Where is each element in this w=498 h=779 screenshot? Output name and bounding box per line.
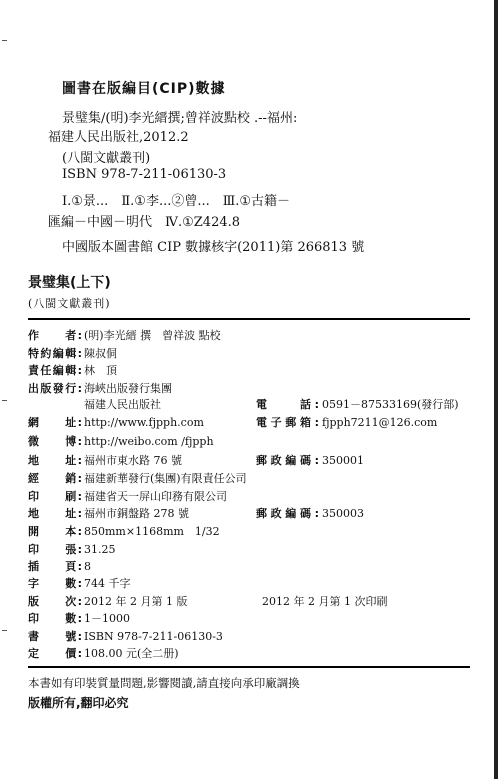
page-edge-shadow [494,0,498,779]
website-value: http://www.fjpph.com [84,416,204,429]
cip-line-6: 匯編－中國－明代 Ⅳ.①Z424.8 [48,215,241,230]
address-label: 地 址: [28,454,82,467]
address-value: 福州市東水路 76 號 [84,454,182,467]
author-label: 作 者: [28,329,82,342]
row-editor [28,364,117,378]
plates-value: 8 [84,560,91,573]
email-label: 電子郵箱: [256,416,319,429]
format-value: 850mm×1168mm 1/32 [84,525,220,538]
sheets-label: 印 張: [28,543,82,556]
author-value: (明)李光縉 撰 曾祥波 點校 [84,329,221,342]
sheets-value: 31.25 [84,543,116,556]
words-label: 字 數: [28,577,82,590]
cip-line-4: ISBN 978-7-211-06130-3 [62,167,227,182]
cip-line-5: Ⅰ.①景... Ⅱ.①李...②曾... Ⅲ.①古籍－ [62,194,291,209]
website-label: 網 址: [28,416,82,429]
price-value: 108.00 元(全二册) [84,647,179,660]
divider-bottom [28,666,470,668]
publisher-label: 出版發行: [28,382,82,395]
quality-notice: 本書如有印裝質量問題,影響閱讀,請直接向承印廠調換 [28,676,300,690]
printer-address-label: 地 址: [28,507,82,520]
publisher-value-2: 福建人民出版社 [84,398,161,411]
printer-postcode-label: 郵政編碼: [256,507,319,520]
printer-address-value: 福州市銅盤路 278 號 [84,507,189,520]
row-website [28,416,438,430]
row-distributor [28,472,247,486]
row-print-run [28,612,130,626]
printing-value: 2012 年 2 月第 1 次印刷 [262,595,388,608]
format-label: 開 本: [28,525,82,538]
printer-label: 印 刷: [28,490,82,503]
book-title: 景璧集(上下) [28,275,111,291]
cip-line-1: 景璧集/(明)李光縉撰;曾祥波點校 .--福州: [62,111,298,126]
words-value: 744 千字 [84,577,131,590]
edition-value: 2012 年 2 月第 1 版 [84,595,188,608]
weibo-label: 微 博: [28,435,82,448]
isbn-value: ISBN 978-7-211-06130-3 [84,630,223,643]
price-label: 定 價: [28,647,82,660]
rights-notice: 版權所有,翻印必究 [28,696,129,710]
row-author [28,329,221,343]
print-run-label: 印 數: [28,612,82,625]
isbn-label: 書 號: [28,630,82,643]
margin-mark [2,630,7,631]
row-words [28,577,131,591]
special-editor-value: 陳叔侗 [84,347,117,360]
divider-top [28,318,470,320]
distributor-value: 福建新華發行(集團)有限責任公司 [84,472,247,485]
postcode-value: 350001 [322,454,364,467]
printer-value: 福建省天一屏山印務有限公司 [84,490,227,503]
row-publisher [28,382,172,396]
phone-value: 0591－87533169(發行部) [322,398,459,411]
margin-mark [2,40,7,41]
row-price [28,647,179,661]
row-plates [28,560,91,574]
row-format [28,525,220,539]
cip-line-3: (八閩文獻叢刊) [62,151,151,166]
cip-heading: 圖書在版編目(CIP)數據 [62,81,226,97]
publisher-value-1: 海峽出版發行集團 [84,382,172,395]
cip-line-2: 福建人民出版社,2012.2 [48,130,189,145]
special-editor-label: 特約編輯: [28,347,82,360]
margin-mark [2,400,7,401]
postcode-label: 郵政編碼: [256,454,319,467]
row-isbn [28,630,223,644]
cip-line-7: 中國版本圖書館 CIP 數據核字(2011)第 266813 號 [62,240,365,255]
row-special-editor [28,347,117,361]
book-series: (八閩文獻叢刊) [28,297,111,310]
row-sheets [28,543,116,557]
distributor-label: 經 銷: [28,472,82,485]
editor-label: 責任編輯: [28,364,82,377]
weibo-value: http://weibo.com /fjpph [84,435,214,448]
row-address [28,454,364,468]
plates-label: 插 頁: [28,560,82,573]
row-printer-address [28,507,364,521]
row-edition [28,595,388,609]
print-run-value: 1－1000 [84,612,130,625]
email-value: fjpph7211@126.com [322,416,438,429]
row-weibo [28,435,214,449]
printer-postcode-value: 350003 [322,507,364,520]
editor-value: 林 頂 [84,364,117,377]
edition-label: 版 次: [28,595,82,608]
phone-label: 電 話: [256,398,319,411]
row-printer [28,490,227,504]
